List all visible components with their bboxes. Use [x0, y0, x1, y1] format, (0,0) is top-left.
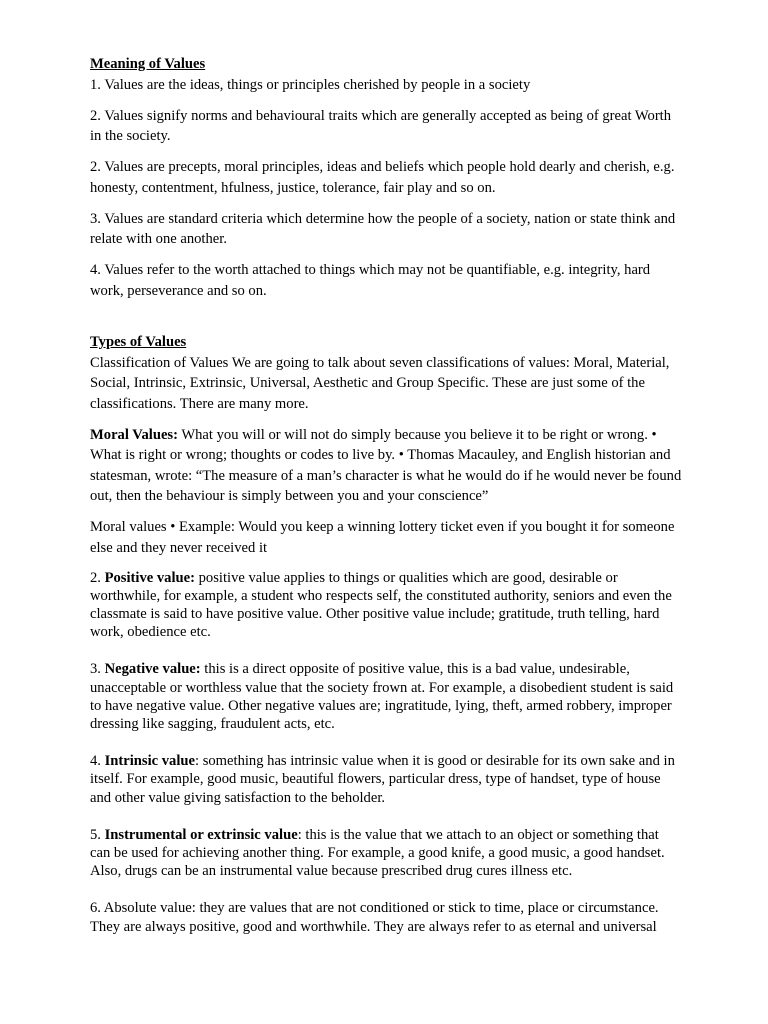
meaning-item-4: 3. Values are standard criteria which determine how the people of a society, nation or state think and relate with one another.: [90, 210, 676, 247]
positive-value-paragraph: [90, 569, 682, 642]
moral-values-example: Moral values • Example: Would you keep a winning lottery ticket even if you bought it for someone else and they never received it: [90, 519, 675, 556]
moral-values-text: What you will or will not do simply because you believe it to be right or wrong. • What is right or wrong; thoughts or codes to live by. • Thomas Macauley, and English historian and statesman, wrote: “The measure of a man’s character is what he would do if he would never be found out, then the behaviour is simply between you and your conscience”: [90, 426, 682, 504]
instrumental-value-number: 5.: [90, 826, 105, 843]
intrinsic-value-paragraph: [90, 752, 682, 807]
intrinsic-value-label: Intrinsic value: [104, 753, 195, 770]
moral-values-paragraph: [90, 425, 682, 507]
instrumental-value-label: Instrumental or extrinsic value: [104, 826, 298, 843]
intrinsic-value-text: : something has intrinsic value when it is good or desirable for its own sake and in itself. For example, good music, beautiful flowers, particular dress, type of handset, type of house and other value giving satisfaction to the beholder.: [90, 753, 675, 806]
moral-values-label: Moral Values:: [90, 426, 178, 443]
intrinsic-value-number: 4.: [90, 753, 105, 770]
meaning-item-5: 4. Values refer to the worth attached to things which may not be quantifiable, e.g. integrity, hard work, perseverance and so on.: [90, 262, 651, 299]
types-intro: Classification of Values We are going to talk about seven classifications of values: Moral, Material, Social, Intrinsic, Extrinsic, Universal, Aesthetic and Group Specific. These are just some of the classifications. There are many more.: [90, 354, 670, 412]
negative-value-number: 3.: [90, 661, 105, 678]
meaning-heading: Meaning of Values: [90, 56, 206, 72]
negative-value-text: this is a direct opposite of positive value, this is a bad value, undesirable, unacceptable or worthless value that the society frown at. For example, a disobedient student is said to have negative value. Other negative values are; ingratitude, lying, theft, armed robbery, improper dressing like sagging, fraudulent acts, etc.: [90, 661, 674, 732]
types-section: [90, 332, 682, 936]
document-page: [90, 54, 682, 936]
absolute-value-paragraph: 6. Absolute value: they are values that are not conditioned or stick to time, place or circumstance. They are always positive, good and worthwhile. They are always refer to as eternal and universal: [90, 900, 659, 935]
instrumental-value-paragraph: [90, 826, 682, 881]
negative-value-label: Negative value:: [104, 661, 201, 678]
meaning-item-2: 2. Values signify norms and behavioural traits which are generally accepted as being of great Worth in the society.: [90, 107, 672, 144]
positive-value-number: 2.: [90, 569, 105, 586]
meaning-section: [90, 54, 682, 301]
positive-value-label: Positive value:: [104, 569, 195, 586]
meaning-item-3: 2. Values are precepts, moral principles, ideas and beliefs which people hold dearly and cherish, e.g. honesty, contentment, hfulness, justice, tolerance, fair play and so on.: [90, 159, 675, 196]
types-heading: Types of Values: [90, 334, 187, 350]
instrumental-value-text: : this is the value that we attach to an object or something that can be used for achieving another thing. For example, a good knife, a good music, a good handset. Also, drugs can be an instrumental value because prescribed drug cures illness etc.: [90, 826, 665, 880]
positive-value-text: positive value applies to things or qualities which are good, desirable or worthwhile, for example, a student who respects self, the constituted authority, seniors and even the classmate is said to have positive value. Other positive value include; gratitude, truth telling, hard work, obedience etc.: [90, 569, 672, 641]
negative-value-paragraph: [90, 660, 682, 733]
meaning-item-1: 1. Values are the ideas, things or principles cherished by people in a society: [90, 76, 531, 93]
